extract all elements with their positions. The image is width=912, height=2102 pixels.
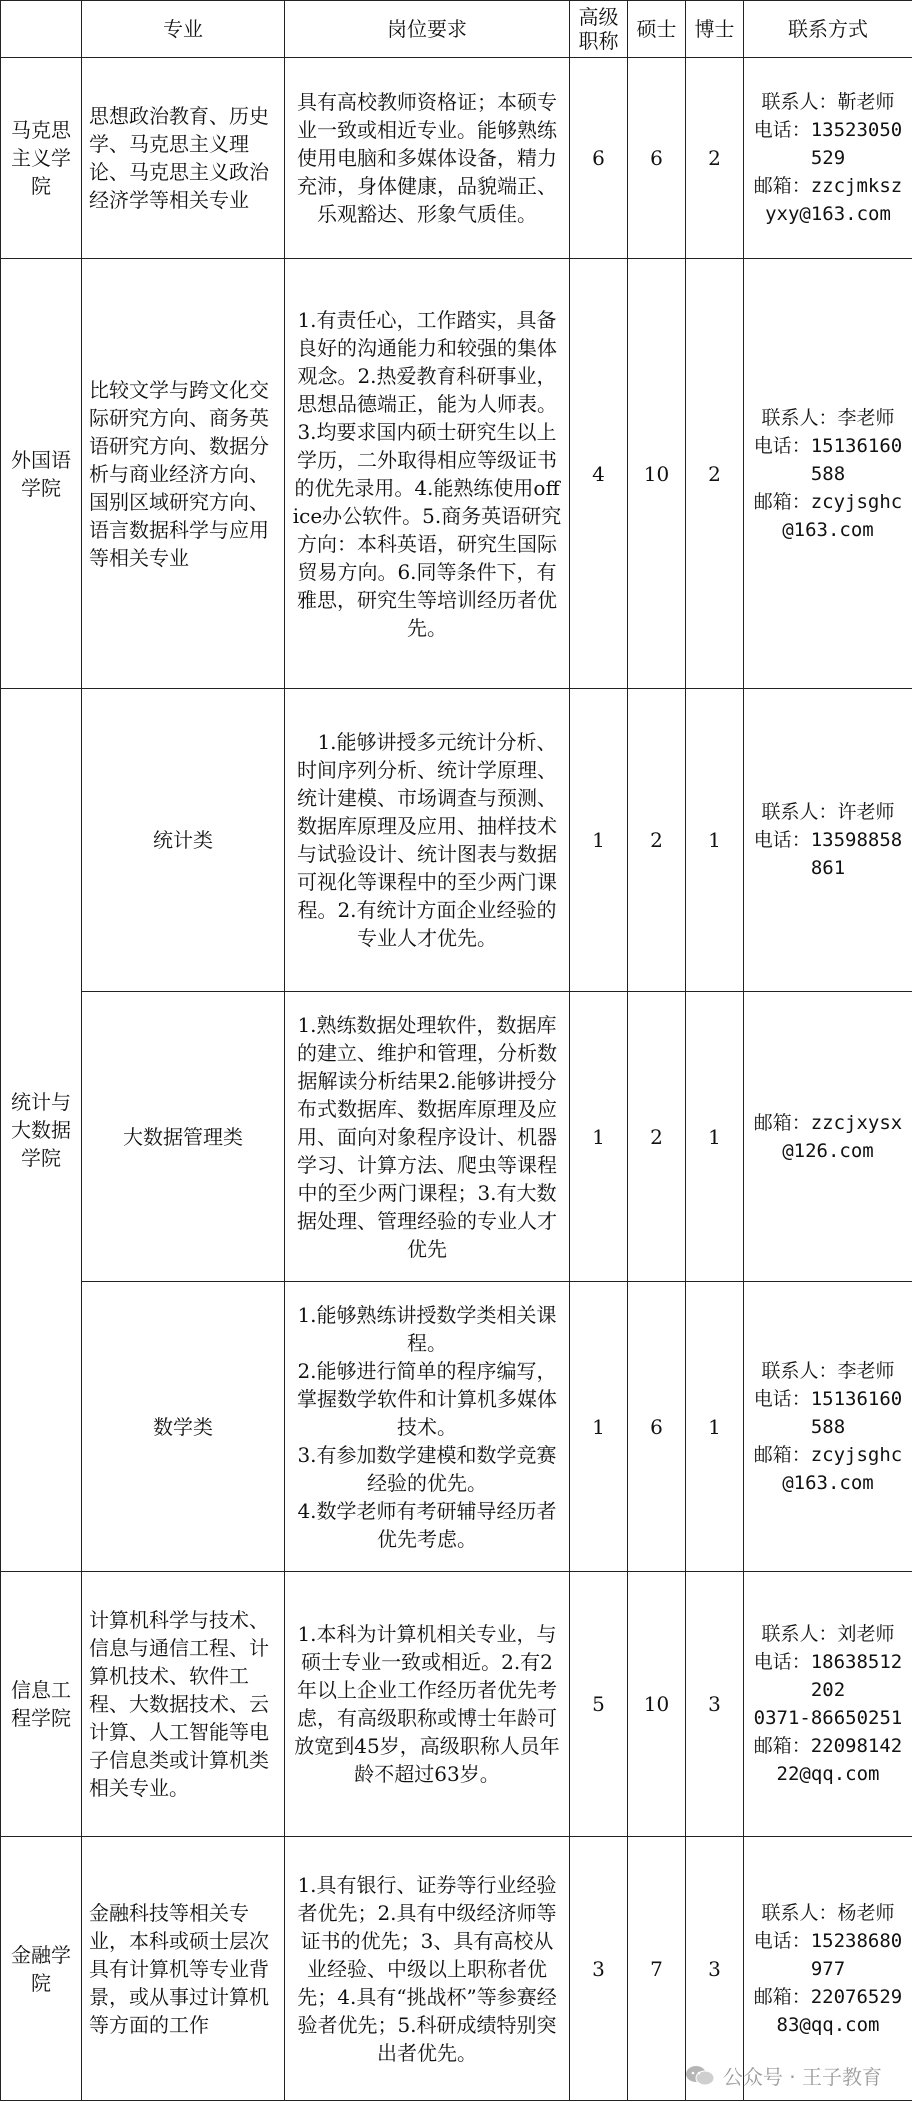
phd-count: 2 [686,259,744,689]
master-count: 10 [628,259,686,689]
requirements-cell: 1.具有银行、证券等行业经验者优先；2.具有中级经济师等证书的优先；3、具有高校从业经验、中级以上职称者优先；4.具有“挑战杯”等参赛经验者优先；5.科研成绩特别突出者优先。 [285,1837,570,2101]
header-senior-title: 高级职称 [570,1,628,58]
contact-cell [744,58,912,259]
contact-cell [744,1282,912,1572]
requirements-cell: 1.能够熟练讲授数学类相关课程。 2.能够进行简单的程序编写，掌握数学软件和计算机多媒体技术。 3.有参加数学建模和数学竞赛经验的优先。 4.数学老师有考研辅导经历者优先考虑。 [285,1282,570,1572]
contact-text: 联系人：刘老师 电话：18638512202 0371-86650251 邮箱：2209814222@qq.com [753,1623,903,1785]
major-cell: 数学类 [82,1282,285,1572]
header-master: 硕士 [628,1,686,58]
watermark-text: 公众号 · 王子教育 [722,2065,882,2089]
contact-cell [744,992,912,1282]
master-count: 2 [628,992,686,1282]
phd-count: 1 [686,992,744,1282]
table-row [1,259,912,689]
master-count: 6 [628,1282,686,1572]
senior-count: 1 [570,992,628,1282]
major-cell: 金融科技等相关专业，本科或硕士层次具有计算机等专业背景，或从事过计算机等方面的工作 [82,1837,285,2101]
phd-count: 2 [686,58,744,259]
master-count: 10 [628,1572,686,1837]
table-row [1,689,912,992]
header-requirements: 岗位要求 [285,1,570,58]
phd-count: 1 [686,689,744,992]
senior-count: 1 [570,1282,628,1572]
table-row [1,58,912,259]
major-cell: 比较文学与跨文化交际研究方向、商务英语研究方向、数据分析与商业经济方向、国别区域研究方向、语言数据科学与应用等相关专业 [82,259,285,689]
watermark [685,2061,882,2090]
major-cell: 计算机科学与技术、信息与通信工程、计算机技术、软件工程、大数据技术、云计算、人工智能等电子信息类或计算机类相关专业。 [82,1572,285,1837]
phd-count: 1 [686,1282,744,1572]
requirements-cell: 1.有责任心，工作踏实，具备良好的沟通能力和较强的集体观念。2.热爱教育科研事业，思想品德端正，能为人师表。3.均要求国内硕士研究生以上学历，二外取得相应等级证书的优先录用。4.能熟练使用office办公软件。5.商务英语研究方向：本科英语，研究生国际贸易方向。6.同等条件下，有雅思，研究生等培训经历者优先。 [285,259,570,689]
header-contact: 联系方式 [744,1,912,58]
senior-count: 3 [570,1837,628,2101]
table-row [1,1282,912,1572]
requirements-cell: 1.熟练数据处理软件，数据库的建立、维护和管理，分析数据解读分析结果2.能够讲授分布式数据库、数据库原理及应用、面向对象程序设计、机器学习、计算方法、爬虫等课程中的至少两门课程；3.有大数据处理、管理经验的专业人才优先 [285,992,570,1282]
header-row [1,1,912,58]
contact-text: 联系人：李老师 电话：15136160588 邮箱：zcyjsghc@163.com [753,406,903,541]
senior-count: 5 [570,1572,628,1837]
master-count: 7 [628,1837,686,2101]
contact-text: 联系人：杨老师 电话：15238680977 邮箱：2207652983@qq.com [753,1901,903,2036]
requirements-cell: 1.本科为计算机相关专业，与硕士专业一致或相近。2.有2年以上企业工作经历者优先考虑，有高级职称或博士年龄可放宽到45岁，高级职称人员年龄不超过63岁。 [285,1572,570,1837]
major-cell: 思想政治教育、历史学、马克思主义理论、马克思主义政治经济学等相关专业 [82,58,285,259]
contact-cell [744,1572,912,1837]
requirements-cell: 具有高校教师资格证；本硕专业一致或相近专业。能够熟练使用电脑和多媒体设备，精力充沛，身体健康，品貌端正、乐观豁达、形象气质佳。 [285,58,570,259]
header-blank [1,1,82,58]
contact-text: 联系人：靳老师 电话：13523050529 邮箱：zzcjmkszyxy@163.com [753,91,903,225]
wechat-icon [685,2065,715,2087]
contact-cell [744,259,912,689]
dept-cell: 马克思主义学院 [1,58,82,259]
contact-text: 邮箱：zzcjxysx@126.com [753,1111,903,1162]
header-phd: 博士 [686,1,744,58]
dept-cell: 信息工程学院 [1,1572,82,1837]
major-cell: 大数据管理类 [82,992,285,1282]
dept-cell: 外国语学院 [1,259,82,689]
senior-count: 1 [570,689,628,992]
senior-count: 6 [570,58,628,259]
table-row [1,1572,912,1837]
contact-text: 联系人：李老师 电话：15136160588 邮箱：zcyjsghc@163.com [753,1359,903,1494]
master-count: 2 [628,689,686,992]
requirements-cell: 1.能够讲授多元统计分析、时间序列分析、统计学原理、统计建模、市场调查与预测、数据库原理及应用、抽样技术与试验设计、统计图表与数据可视化等课程中的至少两门课程。2.有统计方面企业经验的专业人才优先。 [285,689,570,992]
table-row [1,992,912,1282]
phd-count: 3 [686,1837,744,2101]
major-cell: 统计类 [82,689,285,992]
dept-cell: 统计与大数据学院 [1,689,82,1572]
master-count: 6 [628,58,686,259]
header-major: 专业 [82,1,285,58]
dept-cell: 金融学院 [1,1837,82,2101]
contact-cell [744,689,912,992]
senior-count: 4 [570,259,628,689]
contact-text: 联系人：许老师 电话：13598858861 [753,801,903,879]
phd-count: 3 [686,1572,744,1837]
